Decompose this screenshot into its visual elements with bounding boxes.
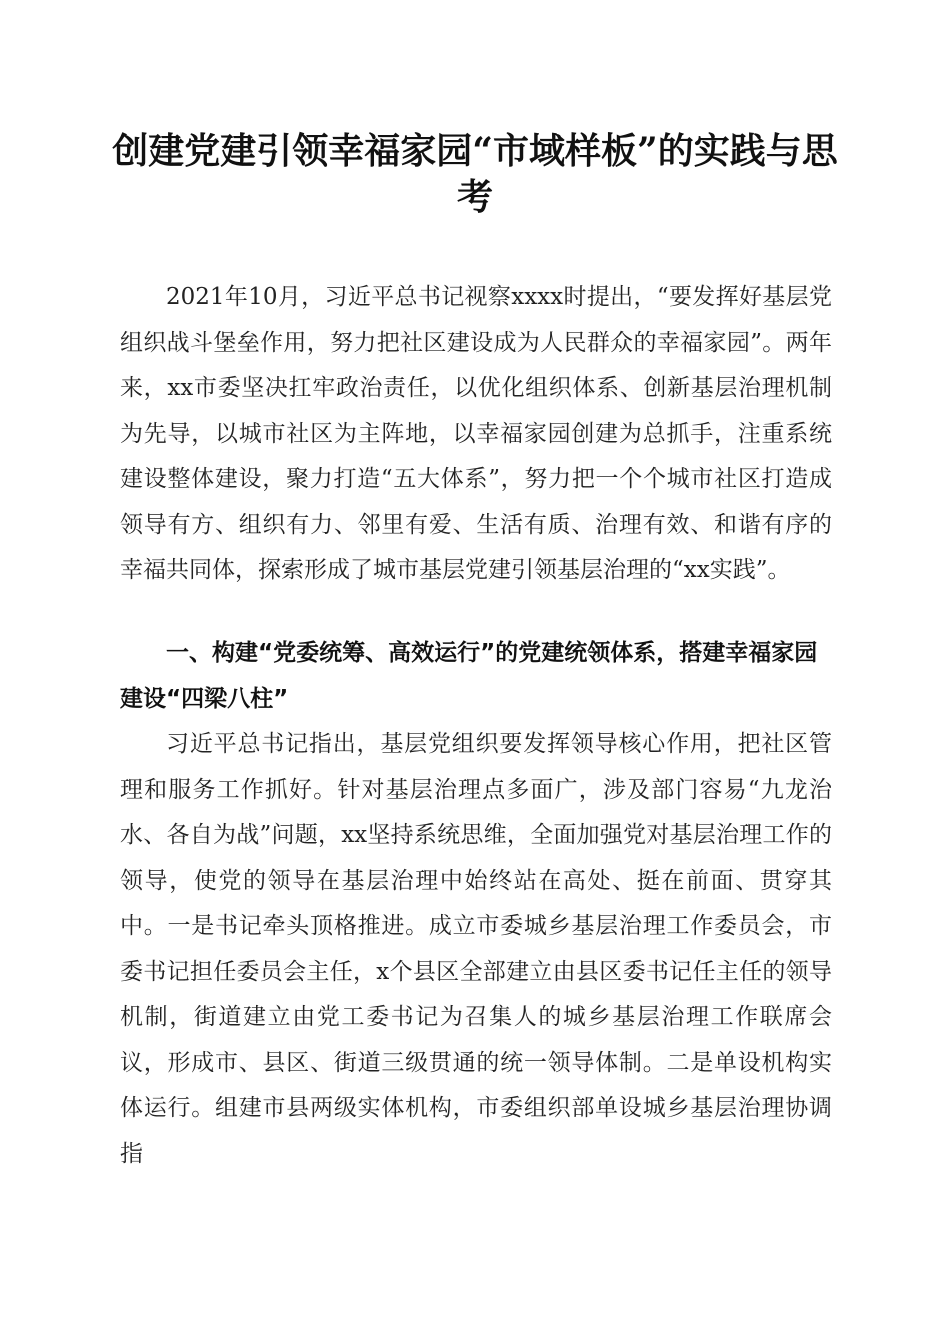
- section-heading: 一、构建“党委统筹、高效运行”的党建统领体系，搭建幸福家园建设“四梁八柱”: [120, 640, 818, 712]
- intro-paragraph: 2021年10月，习近平总书记视察xxxx时提出，“要发挥好基层党组织战斗堡垒作用，努力把社区建设成为人民群众的幸福家园”。两年来，xx市委坚决扛牢政治责任，以优化组织体系、创新基层治理机制为先导，以城市社区为主阵地，以幸福家园创建为总抓手，注重系统建设整体建设，聚力打造“五大体系”，努力把一个个城市社区打造成领导有方、组织有力、邻里有爱、生活有质、治理有效、和谐有序的幸福共同体，探索形成了城市基层党建引领基层治理的“xx实践”。: [120, 284, 832, 583]
- section-paragraph: 习近平总书记指出，基层党组织要发挥领导核心作用，把社区管理和服务工作抓好。针对基层治理点多面广，涉及部门容易“九龙治水、各自为战”问题，xx坚持系统思维，全面加强党对基层治理工作的领导，使党的领导在基层治理中始终站在高处、挺在前面、贯穿其中。一是书记牵头顶格推进。成立市委城乡基层治理工作委员会，市委书记担任委员会主任，x个县区全部建立由县区委书记任主任的领导机制，街道建立由党工委书记为召集人的城乡基层治理工作联席会议，形成市、县区、街道三级贯通的统一领导体制。二是单设机构实体运行。组建市县两级实体机构，市委组织部单设城乡基层治理协调指: [120, 731, 832, 1167]
- document-title: 创建党建引领幸福家园“市域样板”的实践与思考: [112, 130, 838, 218]
